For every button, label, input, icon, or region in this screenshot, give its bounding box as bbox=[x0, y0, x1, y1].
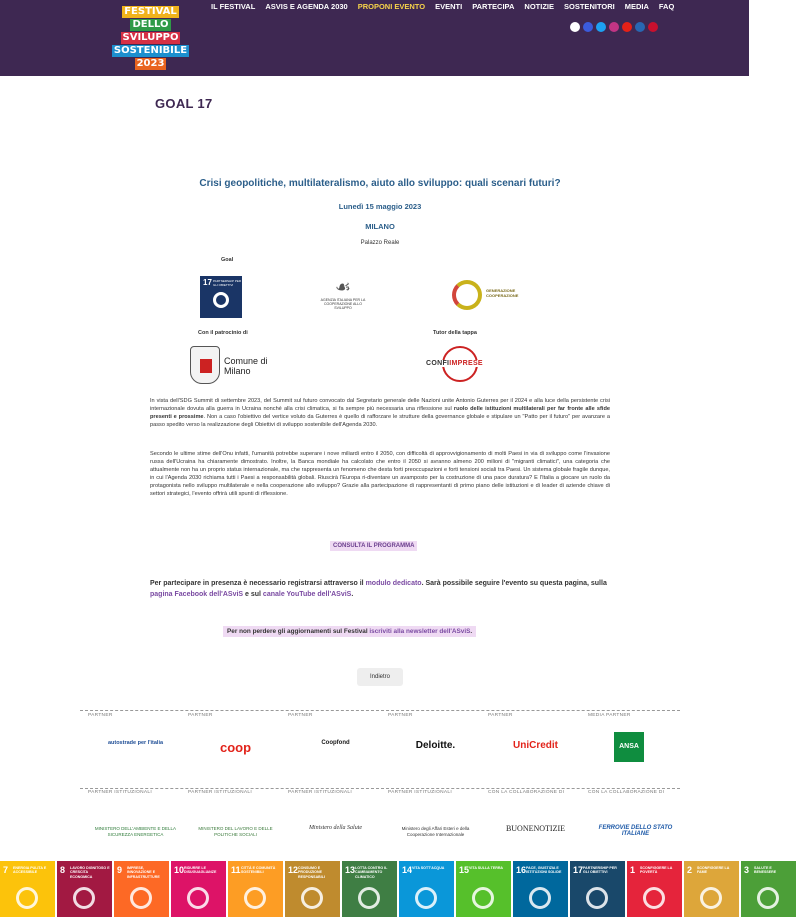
search-icon[interactable] bbox=[570, 22, 580, 32]
partner-logo-ferrovie-dello-stato-ita[interactable]: FERROVIE DELLO STATO ITALIANE bbox=[598, 825, 673, 837]
facebook-page-link[interactable]: pagina Facebook dell'ASviS bbox=[150, 591, 244, 598]
partner-caption: PARTNER ISTITUZIONALI bbox=[288, 790, 352, 795]
sdg-number: 7 bbox=[3, 865, 9, 875]
sdg-15-icon bbox=[472, 887, 494, 909]
sdg-number: 10 bbox=[174, 865, 185, 875]
main-nav bbox=[206, 0, 679, 14]
sdg-number: 13 bbox=[345, 865, 356, 875]
partner-caption: PARTNER ISTITUZIONALI bbox=[388, 790, 452, 795]
instagram-icon[interactable] bbox=[609, 22, 619, 32]
sdg-title: VITA SULLA TERRA bbox=[469, 866, 504, 870]
news-b: . bbox=[470, 628, 473, 635]
facebook-icon[interactable] bbox=[583, 22, 593, 32]
partner-caption: CON LA COLLABORAZIONE DI bbox=[488, 790, 565, 795]
sdg-title: SCONFIGGERE LA FAME bbox=[697, 866, 730, 875]
event-date: Lunedì 15 maggio 2023 bbox=[338, 202, 422, 211]
partnership-icon bbox=[213, 292, 229, 308]
event-venue: Palazzo Reale bbox=[360, 240, 400, 246]
para1-c: . Non a caso l'obiettivo del vertice voluto da Guterres è quello di rafforzare le strutture della governance globale e stipulare un "Patto per il futuro" per avanzare a passo spedito verso la realizzazione degli Obiettivi di sviluppo sostenibile dell'Agenda 2030. bbox=[150, 413, 610, 428]
aics-logo bbox=[316, 276, 370, 318]
event-title: Crisi geopolitiche, multilateralismo, aiuto allo sviluppo: quali scenari futuri? bbox=[199, 178, 561, 189]
linkedin-icon[interactable] bbox=[635, 22, 645, 32]
youtube-channel-link[interactable]: canale YouTube dell'ASviS bbox=[262, 591, 352, 598]
newsletter-banner bbox=[223, 626, 476, 637]
partner-logo-ministero-dell-ambiente-[interactable]: MINISTERO DELL'AMBIENTE E DELLA SICUREZZA ENERGETICA bbox=[94, 826, 177, 837]
reg-c: e sul bbox=[243, 591, 263, 598]
sdg-tile-9[interactable] bbox=[114, 861, 169, 917]
sdg-number: 12 bbox=[288, 865, 299, 875]
logo-word: SVILUPPO bbox=[122, 32, 179, 43]
nav-item-il-festival[interactable]: IL FESTIVAL bbox=[211, 2, 256, 11]
confi-b: IMPRESE bbox=[449, 360, 483, 367]
sdg-number: 15 bbox=[459, 865, 470, 875]
tutor-label: Tutor della tappa bbox=[433, 330, 477, 336]
back-button[interactable]: Indietro bbox=[357, 668, 403, 686]
reg-d: . bbox=[351, 591, 354, 598]
sdg-tile-1[interactable] bbox=[627, 861, 682, 917]
logo-word: FESTIVAL bbox=[124, 6, 177, 17]
sdg-title: SCONFIGGERE LA POVERTÀ bbox=[640, 866, 673, 875]
newsletter-link[interactable]: iscriviti alla newsletter dell'ASviS bbox=[369, 628, 471, 635]
partner-caption: PARTNER ISTITUZIONALI bbox=[188, 790, 252, 795]
sdg-title: CONSUMO E PRODUZIONE RESPONSABILI bbox=[298, 866, 325, 879]
news-a: Per non perdere gli aggiornamenti sul Festival bbox=[227, 628, 370, 635]
page-title: GOAL 17 bbox=[155, 96, 213, 111]
dove-hand-icon: ☙ bbox=[334, 277, 352, 297]
logo-word: SOSTENIBILE bbox=[113, 45, 188, 56]
sdg-13-icon bbox=[358, 887, 380, 909]
sdg-tile-12[interactable] bbox=[285, 861, 340, 917]
partner-caption: PARTNER bbox=[488, 713, 513, 718]
sdg-title: ENERGIA PULITA E ACCESSIBILE bbox=[13, 866, 47, 875]
sdg-1-icon bbox=[643, 887, 665, 909]
partner-caption: PARTNER bbox=[188, 713, 213, 718]
partner-logo-ministero-degli-affari-e[interactable]: Ministero degli Affari Esteri e della Cooperazione Internazionale bbox=[401, 826, 470, 837]
confimprese-logo bbox=[426, 346, 494, 388]
sdg-7-icon bbox=[16, 887, 38, 909]
gc-g-icon bbox=[452, 280, 482, 310]
partner-logo-unicredit[interactable]: UniCredit bbox=[513, 740, 558, 751]
social-icons bbox=[570, 22, 658, 32]
partner-logo-autostrade-per-l-italia[interactable]: autostrade per l'italia bbox=[107, 740, 164, 746]
sdg-tile-11[interactable] bbox=[228, 861, 283, 917]
partners-divider-2 bbox=[80, 788, 680, 789]
sdg-tile-14[interactable] bbox=[399, 861, 454, 917]
sdg-10-icon bbox=[187, 887, 209, 909]
partner-logo-buonenotizie[interactable]: BUONENOTIZIE bbox=[505, 824, 566, 833]
sdg-17-icon bbox=[586, 887, 608, 909]
confi-a: CONFI bbox=[426, 360, 450, 367]
partner-caption: PARTNER bbox=[388, 713, 413, 718]
comune-milano-logo bbox=[190, 346, 270, 388]
sdg-tile-10[interactable] bbox=[171, 861, 226, 917]
site-header bbox=[0, 0, 749, 76]
partner-caption: CON LA COLLABORAZIONE DI bbox=[588, 790, 665, 795]
sdg-title: RIDURRE LE DISUGUAGLIANZE bbox=[184, 866, 217, 875]
sdg-number: 3 bbox=[744, 865, 750, 875]
milano-crest-icon bbox=[190, 346, 220, 384]
event-city: MILANO bbox=[365, 222, 395, 231]
nav-item-proponi-evento[interactable]: PROPONI EVENTO bbox=[357, 2, 426, 11]
sdg-number: 17 bbox=[573, 865, 584, 875]
para1-a: In vista dell'SDG Summit di settembre 2023, del Summit sul futuro convocato dal Segretario generale delle Nazioni unite Antonio Guterres per il 2024 e alla luce della persistente crisi internazionale dovuta alla guerra in Ucraina nonché alla crisi climatica, si fa sempre più necessaria una riflessione sul bbox=[150, 398, 610, 412]
sdg-title: PARTNERSHIP PER GLI OBIETTIVI bbox=[583, 866, 617, 875]
goal-text: PARTNERSHIP PER GLI OBIETTIVI bbox=[213, 279, 242, 287]
logo-line bbox=[88, 19, 213, 31]
partner-logo-deloitte-[interactable]: Deloitte. bbox=[415, 740, 456, 751]
partner-logo-ansa[interactable]: ANSA bbox=[614, 732, 644, 762]
sdg-strip bbox=[0, 861, 777, 917]
sdg-3-icon bbox=[757, 887, 779, 909]
registration-form-link[interactable]: modulo dedicato bbox=[365, 580, 422, 587]
nav-item-media[interactable]: MEDIA bbox=[624, 2, 649, 11]
partner-caption: PARTNER bbox=[88, 713, 113, 718]
sdg-tile-8[interactable] bbox=[57, 861, 112, 917]
partners-divider-1 bbox=[80, 710, 680, 711]
sdg-tile-3[interactable] bbox=[741, 861, 796, 917]
partner-logo-ministero-della-salute[interactable]: Ministero della Salute bbox=[308, 825, 363, 831]
sdg-12-icon bbox=[301, 887, 323, 909]
sdg-9-icon bbox=[130, 887, 152, 909]
sdg-number: 9 bbox=[117, 865, 123, 875]
partner-caption: PARTNER bbox=[288, 713, 313, 718]
sdg-title: CITTÀ E COMUNITÀ SOSTENIBILI bbox=[241, 866, 276, 875]
sdg-tile-15[interactable] bbox=[456, 861, 511, 917]
logo-line bbox=[88, 32, 213, 44]
sdg-tile-7[interactable] bbox=[0, 861, 55, 917]
sdg-tile-2[interactable] bbox=[684, 861, 739, 917]
logo-line bbox=[88, 45, 213, 57]
nav-item-partecipa[interactable]: PARTECIPA bbox=[472, 2, 515, 11]
sdg-number: 14 bbox=[402, 865, 413, 875]
twitter-icon[interactable] bbox=[596, 22, 606, 32]
sdg-title: VITA SOTT'ACQUA bbox=[412, 866, 445, 870]
sdg-8-icon bbox=[73, 887, 95, 909]
logo-word: DELLO bbox=[132, 19, 169, 30]
partner-caption: PARTNER ISTITUZIONALI bbox=[88, 790, 152, 795]
festival-logo[interactable] bbox=[88, 6, 213, 69]
sdg-title: LAVORO DIGNITOSO E CRESCITA ECONOMICA bbox=[70, 866, 110, 879]
sdg-16-icon bbox=[529, 887, 551, 909]
patronage-label: Con il patrocinio di bbox=[198, 330, 248, 336]
sdg-2-icon bbox=[700, 887, 722, 909]
sdg-14-icon bbox=[415, 887, 437, 909]
uk-flag-icon[interactable] bbox=[648, 22, 658, 32]
goal-number: 17 bbox=[203, 278, 212, 287]
milano-name: Comune di Milano bbox=[224, 356, 268, 376]
sdg-title: LOTTA CONTRO IL CAMBIAMENTO CLIMATICO bbox=[355, 866, 388, 879]
event-description-1 bbox=[150, 398, 610, 430]
logo-line bbox=[88, 58, 213, 70]
sdg-tile-17[interactable] bbox=[570, 861, 625, 917]
youtube-icon[interactable] bbox=[622, 22, 632, 32]
sdg-number: 1 bbox=[630, 865, 636, 875]
program-button[interactable]: CONSULTA IL PROGRAMMA bbox=[330, 541, 417, 551]
reg-b: . Sarà possibile seguire l'evento su questa pagina, sulla bbox=[421, 580, 607, 587]
partner-logo-coopfond[interactable]: Coopfond bbox=[321, 740, 350, 746]
logo-word: 2023 bbox=[136, 58, 165, 69]
aics-text: AGENZIA ITALIANA PER LA COOPERAZIONE ALLO SVILUPPO bbox=[320, 298, 366, 310]
nav-item-notizie[interactable]: NOTIZIE bbox=[524, 2, 555, 11]
sdg-tile-16[interactable] bbox=[513, 861, 568, 917]
nav-item-eventi[interactable]: EVENTI bbox=[435, 2, 463, 11]
sdg-title: PACE, GIUSTIZIA E ISTITUZIONI SOLIDE bbox=[526, 866, 562, 875]
partner-caption: MEDIA PARTNER bbox=[588, 713, 631, 718]
sdg-title: IMPRESE, INNOVAZIONE E INFRASTRUTTURE bbox=[127, 866, 160, 879]
confimprese-word bbox=[426, 360, 483, 367]
sdg-17-logo bbox=[200, 276, 242, 318]
nav-item-asvis-e-agenda-2030[interactable]: ASVIS E AGENDA 2030 bbox=[265, 2, 348, 11]
event-description-2: Secondo le ultime stime dell'Onu infatti, l'umanità potrebbe superare i nove miliardi entro il 2050, con difficoltà di approvvigionamento di molti Paesi in via di sviluppo come l'invasione russa dell'Ucraina ha chiaramente dimostrato. Inoltre, la Banca mondiale ha calcolato che entro il 2050 si avranno almeno 200 milioni di "migranti climatici", una categoria che attualmente non ha un proprio status internazionale, ma che rappresenta un fenomeno che desta forti preoccupazioni e forti tensioni sociali tra Paesi. Un sistema globale fragile dunque, in cui l'Agenda 2030 richiama tutti i Paesi a responsabilità globali. Riuscirà l'Europa ri-diventare un avamposto per la costruzione di una pace duratura? E l'Italia a giocare un ruolo da protagonista nello sviluppo multilaterale e nella cooperazione allo sviluppo? Grazie alla partecipazione di rappresentanti di primo piano delle istituzioni e di leader di aziende chiave di settori strategici, l'evento offrirà utili spunti di riflessione. bbox=[150, 451, 610, 497]
registration-text bbox=[150, 578, 612, 600]
partner-logo-coop[interactable]: coop bbox=[219, 740, 252, 755]
goal-label: Goal bbox=[221, 257, 234, 263]
reg-a: Per partecipare in presenza è necessario registrarsi attraverso il bbox=[150, 580, 366, 587]
logo-line bbox=[88, 6, 213, 18]
nav-item-faq[interactable]: FAQ bbox=[658, 2, 675, 11]
sdg-11-icon bbox=[244, 887, 266, 909]
sdg-number: 8 bbox=[60, 865, 66, 875]
sdg-title: SALUTE E BENESSERE bbox=[754, 866, 777, 875]
sdg-tile-13[interactable] bbox=[342, 861, 397, 917]
sdg-number: 2 bbox=[687, 865, 693, 875]
gen-text: GENERAZIONE COOPERAZIONE bbox=[486, 288, 519, 298]
sdg-number: 11 bbox=[231, 865, 241, 875]
para1-b: ruolo delle istituzioni multilaterali per far fronte alle sfide presenti e prossime bbox=[150, 405, 610, 420]
sdg-number: 16 bbox=[516, 865, 527, 875]
generazione-cooperazione-logo bbox=[452, 280, 532, 316]
partner-logo-ministero-del-lavoro-e-d[interactable]: MINISTERO DEL LAVORO E DELLE POLITICHE SOCIALI bbox=[198, 826, 273, 837]
nav-item-sostenitori[interactable]: SOSTENITORI bbox=[564, 2, 615, 11]
